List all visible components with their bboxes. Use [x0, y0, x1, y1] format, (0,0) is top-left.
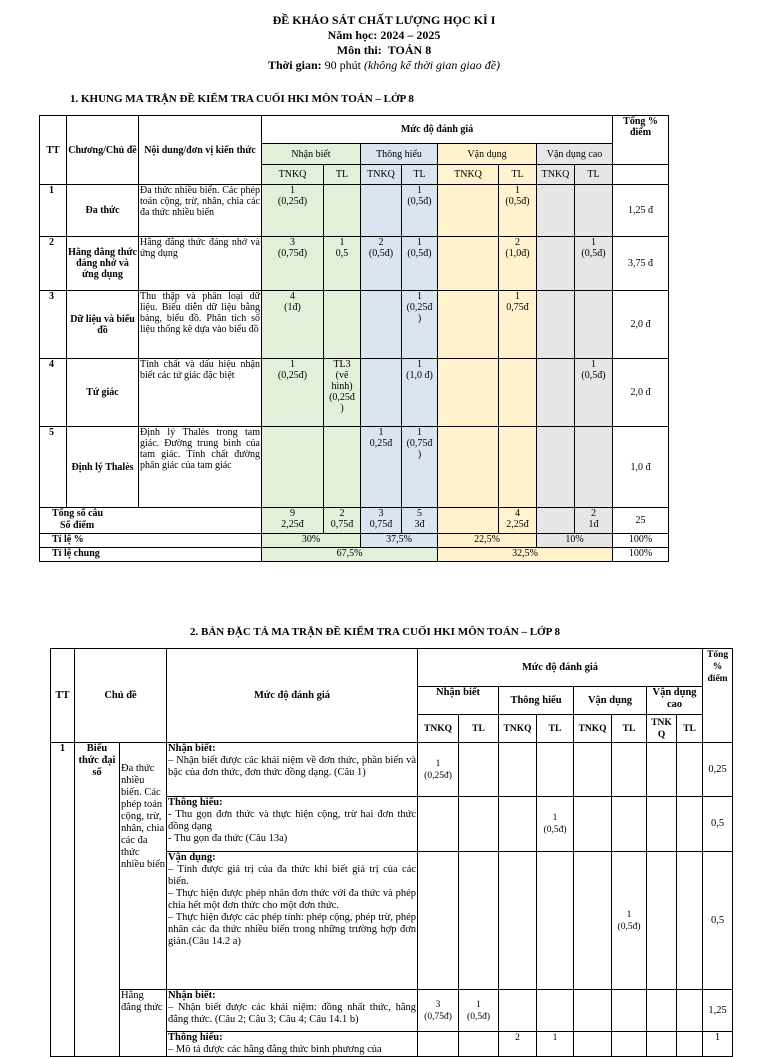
matrix-cell [418, 1032, 459, 1057]
criteria-text [167, 797, 418, 852]
matrix-cell: 1 [537, 1032, 574, 1057]
matrix-cell: 1 (0,5đ) [575, 359, 613, 427]
matrix-cell [438, 237, 499, 291]
matrix-cell [499, 990, 537, 1032]
matrix-cell [418, 797, 459, 852]
matrix-cell: 1 (0,5đ) [402, 185, 438, 237]
topic-name: Biểu thức đại số [75, 743, 120, 1057]
matrix-cell [361, 359, 402, 427]
subheader-tl: TL [575, 165, 613, 185]
overall-ratio-label: Tỉ lệ chung [40, 548, 262, 562]
matrix-cell [537, 852, 574, 990]
matrix-cell [647, 743, 677, 797]
matrix-cell [537, 291, 575, 359]
row-total: 1,0 đ [613, 427, 669, 508]
specification-table [50, 648, 733, 1057]
sum-cell: 2 1đ [575, 508, 613, 534]
matrix-table [39, 115, 669, 562]
matrix-cell: 4 (1đ) [262, 291, 324, 359]
ratio-label: Tỉ lệ % [40, 534, 262, 548]
matrix-cell [574, 990, 612, 1032]
chapter-name: Dữ liệu và biểu đồ [67, 291, 139, 359]
subheader-blank [613, 165, 669, 185]
level-thong-hieu: Thông hiểu [361, 144, 438, 165]
section2-title: 2. BẢN ĐẶC TẢ MA TRẬN ĐỀ KIỂM TRA CUỐI HKI MÔN TOÁN – LỚP 8 [190, 626, 560, 638]
matrix-cell [647, 852, 677, 990]
matrix-cell [499, 359, 537, 427]
matrix-cell [459, 797, 499, 852]
criteria-head: Thông hiểu: [168, 797, 223, 808]
matrix-cell: 1 0,25đ [361, 427, 402, 508]
subheader-tl: TL [459, 715, 499, 743]
matrix-cell [324, 185, 361, 237]
criteria-body: – Tính được giá trị của đa thức khi biết giá trị của các biến. – Thực hiện được phép nhân đơn thức với đa thức và phép chia hết một đơn thức cho một đơn thức. – Thực hiện được các phép tính: phép cộng, phép trừ, phép nhân các đa thức nhiều biến trong những trường hợp đơn giản.(Câu 14.2 a) [168, 864, 417, 947]
sum-cell: 9 2,25đ [262, 508, 324, 534]
time-line: Thời gian: 90 phút (không kể thời gian giao đề) [267, 58, 501, 72]
row-total: 0,25 [703, 743, 733, 797]
section1-title: 1. KHUNG MA TRẬN ĐỀ KIỂM TRA CUỐI HKI MÔN TOÁN – LỚP 8 [70, 93, 414, 105]
matrix-cell: 1 (0,25đ) [262, 185, 324, 237]
sum-cell: 5 3đ [402, 508, 438, 534]
sum-cell: 2 0,75đ [324, 508, 361, 534]
matrix-cell: TL3 (vẽ hình) (0,25đ ) [324, 359, 361, 427]
criteria-body: – Nhận biết được các khái niệm: đồng nhất thức, hằng đẳng thức. (Câu 2; Câu 3; Câu 4; Câu 14.1 b) [168, 1002, 417, 1025]
chapter-name: Định lý Thalès [67, 427, 139, 508]
subheader-tnkq: TNKQ [262, 165, 324, 185]
criteria-text [167, 743, 418, 797]
matrix-cell: 2 [499, 1032, 537, 1057]
matrix-cell [575, 185, 613, 237]
row-total: 1 [703, 1032, 733, 1057]
matrix-cell [575, 427, 613, 508]
matrix-cell: 1 (0,5đ) [612, 852, 647, 990]
row-number: 5 [40, 427, 67, 508]
sum-total: 25 [613, 508, 669, 534]
subheader-tl: TL [537, 715, 574, 743]
header-total: Tổng % điểm [613, 116, 669, 165]
school-year: Năm học: 2024 – 2025 [327, 28, 441, 42]
level-van-dung-cao: Vận dụng cao [647, 687, 703, 715]
matrix-cell [361, 185, 402, 237]
matrix-cell [499, 743, 537, 797]
matrix-cell [324, 291, 361, 359]
sum-cell [537, 508, 575, 534]
subheader-tnkq: TNKQ [438, 165, 499, 185]
row-total: 3,75 đ [613, 237, 669, 291]
matrix-cell [677, 990, 703, 1032]
matrix-cell [499, 852, 537, 990]
matrix-cell [677, 852, 703, 990]
subheader-tnkq: TNK Q [647, 715, 677, 743]
subheader-tnkq: TNKQ [499, 715, 537, 743]
criteria-body: – Mô tả được các hằng đẳng thức bình phương của [168, 1044, 382, 1055]
matrix-cell: 1 (0,5đ) [402, 237, 438, 291]
header-total: Tổng % điểm [703, 649, 733, 743]
matrix-cell [438, 359, 499, 427]
matrix-cell: 1 (0,5đ) [575, 237, 613, 291]
matrix-cell [612, 990, 647, 1032]
subject-line: Môn thi: TOÁN 8 [336, 43, 432, 57]
ratio-value: 22,5% [438, 534, 537, 548]
content-text: Hằng đẳng thức đáng nhớ và ứng dụng [139, 237, 262, 291]
matrix-cell [499, 797, 537, 852]
matrix-cell [459, 743, 499, 797]
matrix-cell [575, 291, 613, 359]
level-van-dung-cao: Vận dụng cao [537, 144, 613, 165]
matrix-cell [537, 743, 574, 797]
matrix-cell: 1 (0,5đ) [499, 185, 537, 237]
header-topic: Chủ đề [75, 649, 167, 743]
matrix-cell [574, 743, 612, 797]
subheader-tnkq: TNKQ [537, 165, 575, 185]
ratio-total: 100% [613, 534, 669, 548]
row-total: 0,5 [703, 797, 733, 852]
chapter-name: Tứ giác [67, 359, 139, 427]
subheader-tl: TL [402, 165, 438, 185]
overall-ratio-value: 67,5% [262, 548, 438, 562]
subtopic-name: Hằng đẳng thức [120, 990, 167, 1057]
matrix-cell [647, 990, 677, 1032]
criteria-head: Nhận biết: [168, 743, 216, 754]
subheader-tnkq: TNKQ [418, 715, 459, 743]
matrix-cell [499, 427, 537, 508]
matrix-cell: 1 (0,25đ) [418, 743, 459, 797]
level-thong-hieu: Thông hiểu [499, 687, 574, 715]
header-level: Mức độ đánh giá [262, 116, 613, 144]
subheader-tl: TL [499, 165, 537, 185]
sum-cell: 4 2,25đ [499, 508, 537, 534]
matrix-cell [612, 743, 647, 797]
matrix-cell [574, 852, 612, 990]
row-number: 3 [40, 291, 67, 359]
matrix-cell [537, 185, 575, 237]
matrix-cell: 3 (0,75đ) [262, 237, 324, 291]
matrix-cell [438, 185, 499, 237]
criteria-head: Nhận biết: [168, 990, 216, 1001]
header-tt: TT [40, 116, 67, 185]
matrix-cell: 3 (0,75đ) [418, 990, 459, 1032]
header-level: Mức độ đánh giá [418, 649, 703, 687]
level-van-dung: Vận dụng [438, 144, 537, 165]
criteria-head: Vận dụng: [168, 852, 216, 863]
subheader-tl: TL [612, 715, 647, 743]
header-criteria: Mức độ đánh giá [167, 649, 418, 743]
matrix-cell: 1 (0,25đ ) [402, 291, 438, 359]
overall-ratio-total: 100% [613, 548, 669, 562]
matrix-cell: 2 (1,0đ) [499, 237, 537, 291]
matrix-cell [537, 990, 574, 1032]
row-number: 2 [40, 237, 67, 291]
ratio-value: 10% [537, 534, 613, 548]
criteria-head: Thông hiểu: [168, 1032, 223, 1043]
exam-title: ĐỀ KHẢO SÁT CHẤT LƯỢNG HỌC KÌ I [272, 13, 496, 27]
matrix-cell: 2 (0,5đ) [361, 237, 402, 291]
matrix-cell [438, 291, 499, 359]
level-van-dung: Vận dụng [574, 687, 647, 715]
content-text: Tính chất và dấu hiệu nhận biết các tứ giác đặc biệt [139, 359, 262, 427]
subheader-tnkq: TNKQ [361, 165, 402, 185]
row-total: 1,25 đ [613, 185, 669, 237]
matrix-cell [612, 1032, 647, 1057]
matrix-cell [677, 1032, 703, 1057]
row-total: 2,0 đ [613, 291, 669, 359]
matrix-cell [459, 1032, 499, 1057]
row-number: 1 [40, 185, 67, 237]
subheader-tl: TL [677, 715, 703, 743]
header-tt: TT [51, 649, 75, 743]
matrix-cell [677, 797, 703, 852]
row-total: 0,5 [703, 852, 733, 990]
matrix-cell [612, 797, 647, 852]
ratio-value: 30% [262, 534, 361, 548]
matrix-cell [574, 797, 612, 852]
row-number: 1 [51, 743, 75, 1057]
matrix-cell [324, 427, 361, 508]
content-text: Thu thập và phân loại dữ liệu. Biểu diễn dữ liệu bằng bảng, biểu đồ. Phân tích số liệu thống kê dựa vào biểu đồ [139, 291, 262, 359]
matrix-cell: 1 (1,0 đ) [402, 359, 438, 427]
content-text: Đa thức nhiều biến. Các phép toán cộng, trừ, nhân, chia các đa thức nhiều biến [139, 185, 262, 237]
matrix-cell [647, 1032, 677, 1057]
subheader-tnkq: TNKQ [574, 715, 612, 743]
matrix-cell [438, 427, 499, 508]
matrix-cell [537, 359, 575, 427]
row-number: 4 [40, 359, 67, 427]
matrix-cell: 1 (0,25đ) [262, 359, 324, 427]
sum-cell: 3 0,75đ [361, 508, 402, 534]
content-text: Định lý Thalès trong tam giác. Đường trung bình của tam giác. Tính chất đường phân giác của tam giác [139, 427, 262, 508]
ratio-value: 37,5% [361, 534, 438, 548]
subtopic-name: Đa thức nhiều biến. Các phép toán cộng, trừ, nhân, chia các đa thức nhiều biến [120, 743, 167, 990]
matrix-cell [459, 852, 499, 990]
matrix-cell [361, 291, 402, 359]
level-nhan-biet: Nhận biết [418, 687, 499, 715]
header-content: Nội dung/đơn vị kiến thức [139, 116, 262, 185]
chapter-name: Hằng đẳng thức đáng nhớ và ứng dụng [67, 237, 139, 291]
matrix-cell [574, 1032, 612, 1057]
matrix-cell: 1 (0,5đ) [537, 797, 574, 852]
matrix-cell: 1 (0,5đ) [459, 990, 499, 1032]
matrix-cell [537, 237, 575, 291]
header-chapter: Chương/Chủ đề [67, 116, 139, 185]
criteria-text [167, 990, 418, 1032]
matrix-cell [677, 743, 703, 797]
matrix-cell: 1 (0,75đ ) [402, 427, 438, 508]
matrix-cell [418, 852, 459, 990]
subheader-tl: TL [324, 165, 361, 185]
criteria-body: – Nhận biết được các khái niệm về đơn thức, phần biến và bậc của đơn thức, đơn thức đồng dạng. (Câu 1) [168, 755, 417, 778]
sum-cell [438, 508, 499, 534]
overall-ratio-value: 32,5% [438, 548, 613, 562]
criteria-text [167, 1032, 418, 1057]
chapter-name: Đa thức [67, 185, 139, 237]
criteria-text [167, 852, 418, 990]
matrix-cell [262, 427, 324, 508]
criteria-body: - Thu gọn đơn thức và thực hiện cộng, trừ hai đơn thức đồng dạng - Thu gọn đa thức (Câu 13a) [168, 809, 417, 844]
matrix-cell: 1 0,5 [324, 237, 361, 291]
sum-label: Tổng số câu Số điểm [40, 508, 262, 534]
row-total: 2,0 đ [613, 359, 669, 427]
matrix-cell [537, 427, 575, 508]
level-nhan-biet: Nhận biết [262, 144, 361, 165]
matrix-cell [647, 797, 677, 852]
row-total: 1,25 [703, 990, 733, 1032]
matrix-cell: 1 0,75đ [499, 291, 537, 359]
